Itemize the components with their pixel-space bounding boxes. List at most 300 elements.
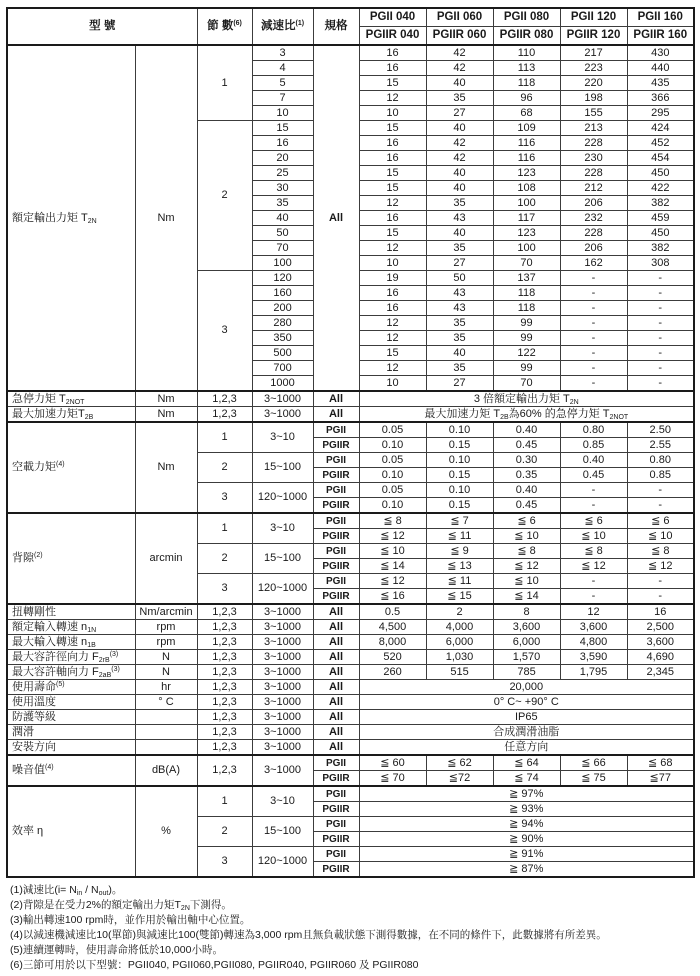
value-cell: 4,800: [560, 635, 627, 650]
value-cell: 19: [359, 271, 426, 286]
value-cell: -: [560, 331, 627, 346]
spec-cell-all: All: [313, 710, 359, 725]
unit-service-life: hr: [135, 680, 197, 695]
value-cell: 206: [560, 196, 627, 211]
row-label-max-radial-force: 最大容許徑向力 $F_{2rB}^{(3)}$: [7, 650, 135, 665]
value-cell: 12: [359, 241, 426, 256]
stage-cell: 2: [197, 453, 252, 483]
spec-cell-pgii: PGII: [313, 755, 359, 771]
spec-cell-pgiir: PGIIR: [313, 802, 359, 817]
ratio-cell: 3~1000: [252, 740, 313, 756]
value-cell: ≦77: [627, 771, 694, 787]
value-cell: -: [560, 316, 627, 331]
value-cell: 2.55: [627, 438, 694, 453]
value-cell: 108: [493, 181, 560, 196]
value-cell: 118: [493, 301, 560, 316]
value-cell: 6,000: [426, 635, 493, 650]
value-cell: ≦ 9: [426, 544, 493, 559]
value-cell: 0.30: [493, 453, 560, 468]
value-cell: 0.05: [359, 453, 426, 468]
header-model-pgii-080: PGII 080: [493, 8, 560, 27]
value-cell: ≦ 14: [493, 589, 560, 605]
spec-cell-all: All: [313, 695, 359, 710]
unit-max-radial-force: N: [135, 650, 197, 665]
footnote-4: (4)以減速機減速比10(單節)與減速比100(雙節)轉速為3,000 rpm且無負載狀態下測得數據，在不同的條件下，此數據將有所差異。: [10, 928, 607, 941]
value-cell: 206: [560, 241, 627, 256]
value-cell: 118: [493, 76, 560, 91]
value-cell: 382: [627, 196, 694, 211]
value-cell: 50: [426, 271, 493, 286]
value-cell: 35: [426, 196, 493, 211]
value-cell: 422: [627, 181, 694, 196]
value-cell: 100: [493, 241, 560, 256]
value-cell: 35: [426, 241, 493, 256]
value-cell: 16: [359, 286, 426, 301]
value-cell: 0.05: [359, 422, 426, 438]
table-row: [7, 740, 694, 756]
stage-cell: 3: [197, 483, 252, 514]
value-cell: 27: [426, 376, 493, 392]
value-cell: ≦ 11: [426, 574, 493, 589]
spec-cell-all: All: [313, 407, 359, 423]
ratio-cell: 35: [252, 196, 313, 211]
ratio-cell: 3~1000: [252, 680, 313, 695]
value-cell: 16: [359, 301, 426, 316]
row-label-rated-output-torque: 額定輸出力矩 $T_{2N}$: [7, 45, 135, 391]
unit-rated-input-speed: rpm: [135, 620, 197, 635]
value-cell: 0.05: [359, 483, 426, 498]
header-model-pgii-160: PGII 160: [627, 8, 694, 27]
value-cell: 16: [359, 45, 426, 61]
value-cell: 435: [627, 76, 694, 91]
value-cell: 0.80: [560, 422, 627, 438]
value-cell: -: [627, 316, 694, 331]
value-cell: 70: [493, 376, 560, 392]
value-cell: -: [560, 346, 627, 361]
ratio-cell: 30: [252, 181, 313, 196]
table-row: [7, 665, 694, 680]
value-cell-span: ≧ 91%: [359, 847, 694, 862]
value-cell: 3,600: [627, 635, 694, 650]
value-cell: 96: [493, 91, 560, 106]
row-label-stiffness: 扭轉剛性: [7, 604, 135, 620]
value-cell: -: [627, 483, 694, 498]
value-cell: 0.15: [426, 468, 493, 483]
footnote-2: (2)背隙是在受力2%的額定輸出力矩$T_{2N}$下測得。: [10, 898, 232, 912]
value-cell: 1,570: [493, 650, 560, 665]
value-cell: 118: [493, 286, 560, 301]
ratio-cell: 280: [252, 316, 313, 331]
table-row: [7, 650, 694, 665]
value-cell: -: [560, 286, 627, 301]
header-model-pgiir-080: PGIIR 080: [493, 27, 560, 46]
value-cell: 0.85: [627, 468, 694, 483]
table-row: [7, 680, 694, 695]
spec-cell-pgiir: PGIIR: [313, 771, 359, 787]
spec-cell-pgii: PGII: [313, 513, 359, 529]
value-cell: ≦ 13: [426, 559, 493, 574]
value-cell: 8: [493, 604, 560, 620]
value-cell: 12: [359, 316, 426, 331]
ratio-cell: 3: [252, 45, 313, 61]
ratio-cell: 3~1000: [252, 710, 313, 725]
value-cell: 424: [627, 121, 694, 136]
ratio-cell: 15~100: [252, 544, 313, 574]
value-cell: 450: [627, 166, 694, 181]
value-cell: 0.45: [493, 498, 560, 514]
spec-cell-all: All: [313, 725, 359, 740]
header-row-top: [7, 8, 694, 27]
value-cell: 162: [560, 256, 627, 271]
stage-cell: 1,2,3: [197, 740, 252, 756]
value-cell: ≦ 75: [560, 771, 627, 787]
footnote-1: (1)減速比$(i= N_{in} / N_{out})$。: [10, 884, 123, 897]
ratio-cell: 70: [252, 241, 313, 256]
table-row: [7, 786, 694, 802]
value-cell: 12: [359, 196, 426, 211]
value-cell: -: [560, 483, 627, 498]
header-model: 型 號: [7, 8, 197, 45]
stage-cell: 1,2,3: [197, 635, 252, 650]
value-cell: 123: [493, 226, 560, 241]
header-spec: 規格: [313, 8, 359, 45]
header-model-pgiir-060: PGIIR 060: [426, 27, 493, 46]
value-cell: 2.50: [627, 422, 694, 438]
stage-cell: 1,2,3: [197, 407, 252, 423]
value-cell: 2: [426, 604, 493, 620]
value-cell: -: [560, 301, 627, 316]
value-cell: 213: [560, 121, 627, 136]
ratio-cell: 3~10: [252, 786, 313, 817]
unit-stiffness: Nm/arcmin: [135, 604, 197, 620]
value-cell: 0.45: [560, 468, 627, 483]
value-cell: 99: [493, 361, 560, 376]
stage-cell: 1,2,3: [197, 725, 252, 740]
stage-cell: 1,2,3: [197, 391, 252, 407]
stage-cell: 1,2,3: [197, 620, 252, 635]
value-cell: 16: [627, 604, 694, 620]
ratio-cell: 5: [252, 76, 313, 91]
value-cell: 212: [560, 181, 627, 196]
value-cell: 12: [359, 361, 426, 376]
value-cell: 260: [359, 665, 426, 680]
header-model-pgii-120: PGII 120: [560, 8, 627, 27]
stage-cell: 2: [197, 817, 252, 847]
value-cell: ≦ 6: [493, 513, 560, 529]
value-cell-span: ≧ 87%: [359, 862, 694, 878]
value-cell: ≦ 10: [359, 544, 426, 559]
value-cell: -: [627, 346, 694, 361]
header-model-pgiir-160: PGIIR 160: [627, 27, 694, 46]
footnotes: [6, 878, 695, 974]
unit-max-accel-torque: Nm: [135, 407, 197, 423]
value-cell: 137: [493, 271, 560, 286]
row-label-rated-input-speed: 額定輸入轉速 $n_{1N}$: [7, 620, 135, 635]
value-cell: 430: [627, 45, 694, 61]
value-cell: 27: [426, 106, 493, 121]
ratio-cell: 7: [252, 91, 313, 106]
header-model-pgii-060: PGII 060: [426, 8, 493, 27]
value-cell: 99: [493, 316, 560, 331]
ratio-cell: 120~1000: [252, 574, 313, 605]
value-cell: -: [627, 498, 694, 514]
value-cell: 198: [560, 91, 627, 106]
value-cell: 16: [359, 151, 426, 166]
value-cell: ≦ 12: [359, 574, 426, 589]
ratio-cell: 3~1000: [252, 650, 313, 665]
value-cell: 0.45: [493, 438, 560, 453]
ratio-cell: 3~1000: [252, 725, 313, 740]
value-cell: -: [560, 498, 627, 514]
row-label-efficiency: 效率 η: [7, 786, 135, 877]
value-cell: -: [627, 301, 694, 316]
value-cell: 109: [493, 121, 560, 136]
value-cell-span: 0° C~ +90° C: [359, 695, 694, 710]
row-label-max-accel-torque: 最大加速力矩$T_{2B}$: [7, 407, 135, 423]
ratio-cell: 3~1000: [252, 695, 313, 710]
ratio-cell: 15~100: [252, 453, 313, 483]
ratio-cell: 500: [252, 346, 313, 361]
value-cell: 42: [426, 151, 493, 166]
table-row: [7, 513, 694, 529]
value-cell: 12: [560, 604, 627, 620]
value-cell: 42: [426, 45, 493, 61]
value-cell: 110: [493, 45, 560, 61]
value-cell: -: [560, 574, 627, 589]
ratio-cell: 16: [252, 136, 313, 151]
stage-cell: 1,2,3: [197, 755, 252, 786]
value-cell: 116: [493, 151, 560, 166]
spec-cell-pgiir: PGIIR: [313, 862, 359, 878]
spec-cell-pgiir: PGIIR: [313, 559, 359, 574]
value-cell: 42: [426, 61, 493, 76]
unit-rated-output-torque: Nm: [135, 45, 197, 391]
spec-cell-pgii: PGII: [313, 422, 359, 438]
row-label-service-life: 使用壽命$^{(5)}$: [7, 680, 135, 695]
ratio-cell: 15~100: [252, 817, 313, 847]
value-cell: 0.15: [426, 498, 493, 514]
value-cell: 0.15: [426, 438, 493, 453]
spec-cell-pgiir: PGIIR: [313, 498, 359, 514]
value-cell: 15: [359, 181, 426, 196]
value-cell: 459: [627, 211, 694, 226]
ratio-cell: 120~1000: [252, 483, 313, 514]
spec-cell-pgii: PGII: [313, 483, 359, 498]
ratio-cell: 3~1000: [252, 620, 313, 635]
value-cell: 16: [359, 61, 426, 76]
unit-max-input-speed: rpm: [135, 635, 197, 650]
table-row: [7, 710, 694, 725]
value-cell: 122: [493, 346, 560, 361]
value-cell: -: [627, 361, 694, 376]
value-cell: -: [560, 376, 627, 392]
value-cell: ≦ 14: [359, 559, 426, 574]
spec-cell-pgii: PGII: [313, 817, 359, 832]
value-cell: 785: [493, 665, 560, 680]
value-cell-span: ≧ 93%: [359, 802, 694, 817]
value-cell-span: 任意方向: [359, 740, 694, 756]
value-cell: 440: [627, 61, 694, 76]
value-cell: 0.10: [426, 483, 493, 498]
table-row: [7, 407, 694, 423]
value-cell: ≦ 74: [493, 771, 560, 787]
ratio-cell: 160: [252, 286, 313, 301]
value-cell: ≦ 12: [560, 559, 627, 574]
value-cell: 43: [426, 211, 493, 226]
value-cell: 10: [359, 106, 426, 121]
unit-max-axial-force: N: [135, 665, 197, 680]
row-label-max-axial-force: 最大容許軸向力 $F_{2aB}^{(3)}$: [7, 665, 135, 680]
spec-cell-pgii: PGII: [313, 544, 359, 559]
value-cell: 15: [359, 76, 426, 91]
spec-cell-pgiir: PGIIR: [313, 589, 359, 605]
value-cell: -: [560, 271, 627, 286]
value-cell: ≦ 12: [627, 559, 694, 574]
value-cell: ≦ 10: [493, 574, 560, 589]
table-row: [7, 391, 694, 407]
ratio-cell: 10: [252, 106, 313, 121]
value-cell: 116: [493, 136, 560, 151]
value-cell: 0.10: [359, 498, 426, 514]
unit-lubrication: [135, 725, 197, 740]
spec-cell-all: All: [313, 604, 359, 620]
value-cell: 40: [426, 76, 493, 91]
value-cell: 10: [359, 376, 426, 392]
value-cell: 0.5: [359, 604, 426, 620]
stage-cell: 1,2,3: [197, 650, 252, 665]
value-cell: 12: [359, 331, 426, 346]
value-cell-span: ≧ 90%: [359, 832, 694, 847]
row-label-lubrication: 潤滑: [7, 725, 135, 740]
value-cell: 3,590: [560, 650, 627, 665]
value-cell: 452: [627, 136, 694, 151]
spec-cell-all: All: [313, 45, 359, 391]
value-cell: 0.10: [426, 422, 493, 438]
ratio-cell: 4: [252, 61, 313, 76]
value-cell: 8,000: [359, 635, 426, 650]
table-row: [7, 620, 694, 635]
footnote-3: (3)輸出轉速100 rpm時，並作用於輸出軸中心位置。: [10, 913, 251, 926]
value-cell: 40: [426, 226, 493, 241]
spec-cell-all: All: [313, 635, 359, 650]
value-cell: 40: [426, 181, 493, 196]
stage-cell: 1: [197, 513, 252, 544]
value-cell: 68: [493, 106, 560, 121]
spec-cell-pgiir: PGIIR: [313, 468, 359, 483]
row-label-noload-torque: 空載力矩$^{(4)}$: [7, 422, 135, 513]
value-cell: 70: [493, 256, 560, 271]
value-cell: 15: [359, 346, 426, 361]
ratio-cell: 3~1000: [252, 635, 313, 650]
footnote-5: (5)連續運轉時，使用壽命將低於10,000小時。: [10, 943, 223, 956]
spec-cell-pgii: PGII: [313, 847, 359, 862]
spec-cell-all: All: [313, 665, 359, 680]
value-cell: ≦ 16: [359, 589, 426, 605]
row-label-operating-temp: 使用溫度: [7, 695, 135, 710]
value-cell: 2,345: [627, 665, 694, 680]
value-cell-span: IP65: [359, 710, 694, 725]
value-cell: 155: [560, 106, 627, 121]
unit-mounting-direction: [135, 740, 197, 756]
value-cell: ≦ 11: [426, 529, 493, 544]
value-cell: 0.80: [627, 453, 694, 468]
ratio-cell: 120~1000: [252, 847, 313, 878]
value-cell: 366: [627, 91, 694, 106]
value-cell: 230: [560, 151, 627, 166]
ratio-cell: 100: [252, 256, 313, 271]
value-cell-span: 最大加速力矩 $T_{2B}$為60% 的急停力矩 $T_{2NOT}$: [359, 407, 694, 423]
value-cell: 40: [426, 166, 493, 181]
value-cell: 40: [426, 346, 493, 361]
value-cell: 16: [359, 136, 426, 151]
spec-table: [6, 7, 695, 878]
header-model-pgii-040: PGII 040: [359, 8, 426, 27]
value-cell: 515: [426, 665, 493, 680]
value-cell: 27: [426, 256, 493, 271]
stage-cell: 2: [197, 544, 252, 574]
value-cell: 40: [426, 121, 493, 136]
value-cell: 16: [359, 211, 426, 226]
spec-cell-pgii: PGII: [313, 574, 359, 589]
value-cell: ≦ 66: [560, 755, 627, 771]
stage-cell: 1,2,3: [197, 695, 252, 710]
value-cell: 12: [359, 91, 426, 106]
value-cell: 100: [493, 196, 560, 211]
ratio-cell: 1000: [252, 376, 313, 392]
value-cell: 520: [359, 650, 426, 665]
spec-cell-pgiir: PGIIR: [313, 529, 359, 544]
spec-cell-all: All: [313, 620, 359, 635]
value-cell: 228: [560, 226, 627, 241]
stage-cell: 1,2,3: [197, 710, 252, 725]
row-label-mounting-direction: 安裝方向: [7, 740, 135, 756]
value-cell: 4,690: [627, 650, 694, 665]
value-cell: 0.40: [493, 483, 560, 498]
value-cell: -: [560, 589, 627, 605]
value-cell: -: [627, 331, 694, 346]
spec-cell-pgiir: PGIIR: [313, 438, 359, 453]
value-cell: 15: [359, 226, 426, 241]
unit-efficiency: %: [135, 786, 197, 877]
unit-operating-temp: ° C: [135, 695, 197, 710]
value-cell: 1,795: [560, 665, 627, 680]
value-cell: ≦ 15: [426, 589, 493, 605]
ratio-cell: 350: [252, 331, 313, 346]
ratio-cell: 20: [252, 151, 313, 166]
value-cell: 35: [426, 361, 493, 376]
value-cell: 3,600: [493, 620, 560, 635]
stage-cell: 1: [197, 422, 252, 453]
stage-cell: 1: [197, 45, 252, 121]
value-cell-span: ≧ 94%: [359, 817, 694, 832]
table-row: [7, 635, 694, 650]
row-label-protection-class: 防護等級: [7, 710, 135, 725]
stage-cell: 1: [197, 786, 252, 817]
value-cell-span: 20,000: [359, 680, 694, 695]
value-cell: 4,500: [359, 620, 426, 635]
value-cell: ≦ 8: [627, 544, 694, 559]
stage-cell: 1,2,3: [197, 604, 252, 620]
row-label-backlash: 背隙$^{(2)}$: [7, 513, 135, 604]
stage-cell: 3: [197, 574, 252, 605]
value-cell: 4,000: [426, 620, 493, 635]
value-cell: ≦ 12: [359, 529, 426, 544]
value-cell: 0.35: [493, 468, 560, 483]
value-cell: 217: [560, 45, 627, 61]
stage-cell: 2: [197, 121, 252, 271]
value-cell: 228: [560, 136, 627, 151]
value-cell: 42: [426, 136, 493, 151]
